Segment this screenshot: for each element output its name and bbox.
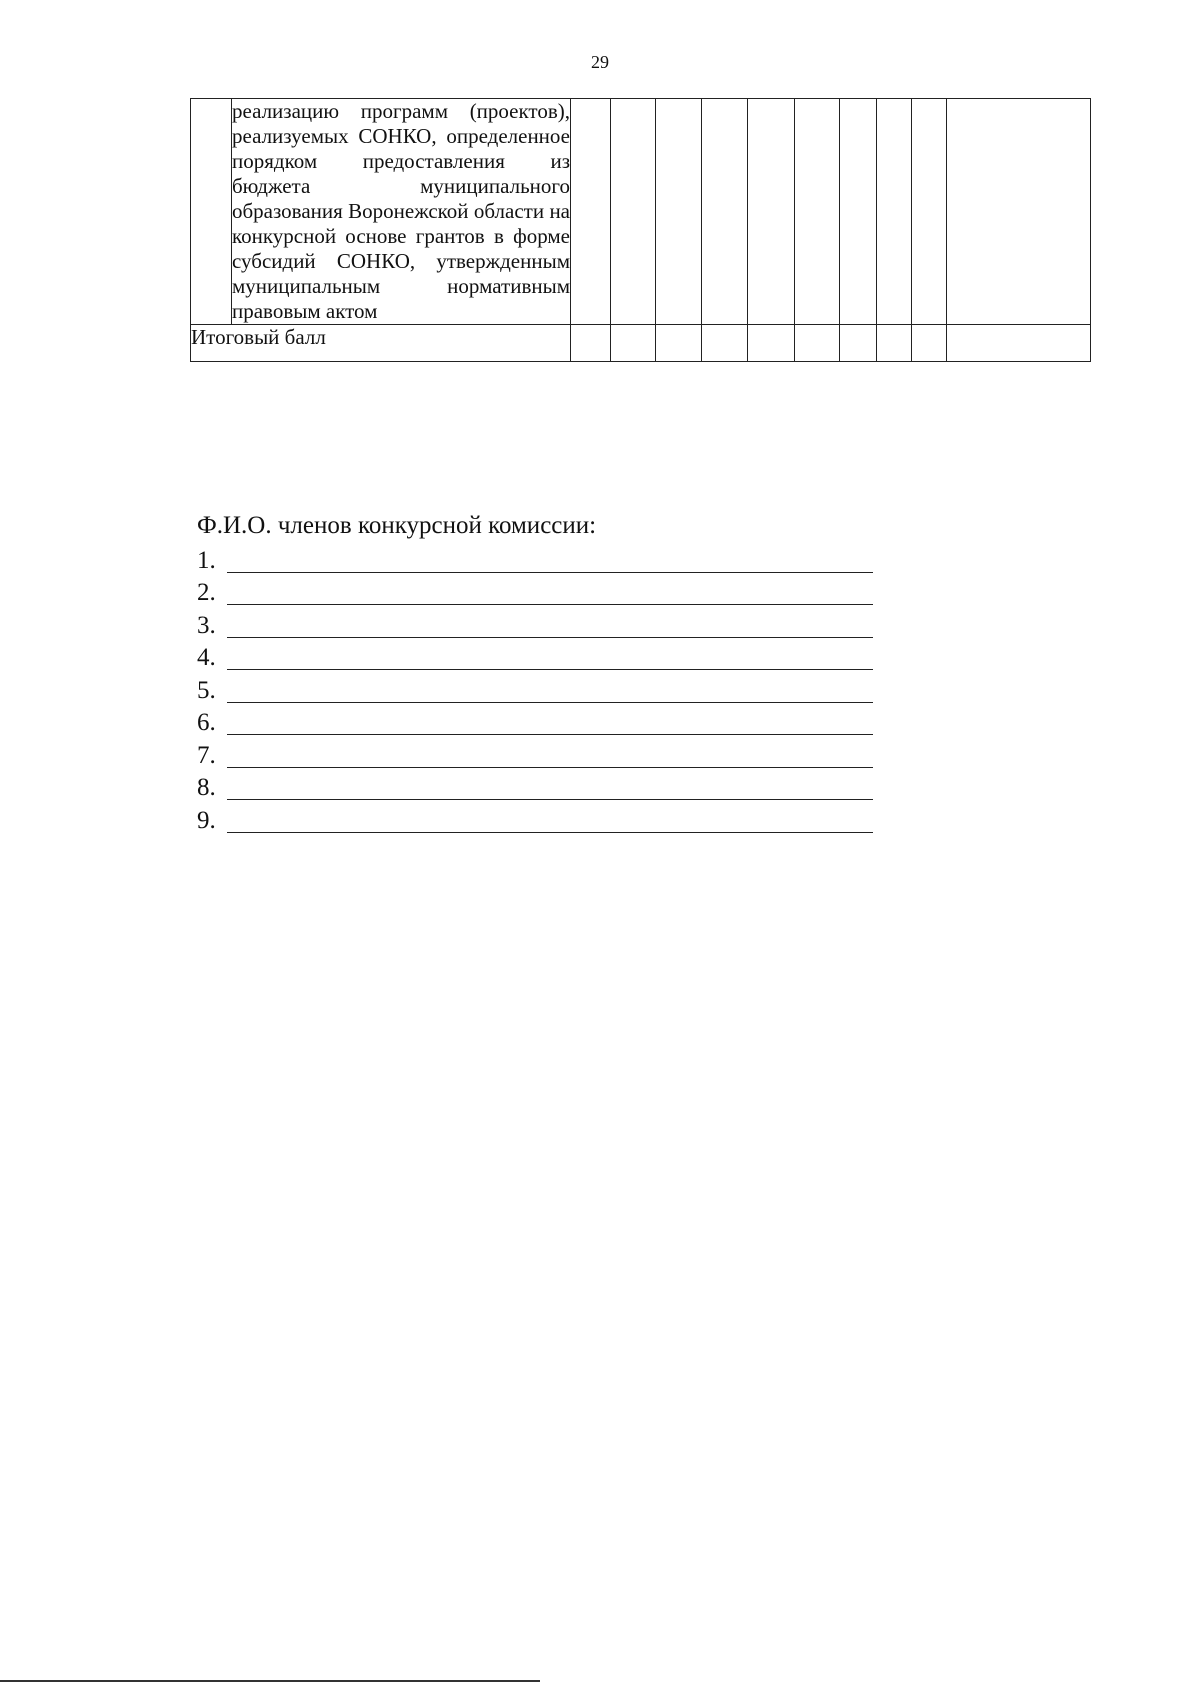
score-cell xyxy=(912,99,947,325)
member-number: 9. xyxy=(197,806,216,834)
member-line xyxy=(197,770,873,803)
signature-blank xyxy=(227,645,873,670)
score-cell xyxy=(947,325,1091,362)
member-number: 4. xyxy=(197,644,216,671)
commission-section xyxy=(197,510,873,835)
member-line xyxy=(197,705,873,738)
member-number: 8. xyxy=(197,774,216,801)
signature-blank xyxy=(227,613,873,638)
score-cell xyxy=(795,325,840,362)
score-cell xyxy=(656,99,702,325)
score-cell xyxy=(571,325,611,362)
total-score-label: Итоговый балл xyxy=(191,325,571,362)
signature-blank xyxy=(227,743,873,768)
score-cell xyxy=(748,99,795,325)
member-line xyxy=(197,542,873,575)
score-cell xyxy=(795,99,840,325)
page-number: 29 xyxy=(591,52,609,72)
signature-blank xyxy=(227,775,873,800)
score-cell xyxy=(840,99,877,325)
commission-title: Ф.И.О. членов конкурсной комиссии: xyxy=(197,512,597,539)
score-table xyxy=(190,98,1091,362)
score-cell xyxy=(611,99,656,325)
table-cell-number xyxy=(191,99,232,325)
score-cell xyxy=(571,99,611,325)
signature-blank xyxy=(227,710,873,735)
score-cell xyxy=(877,99,912,325)
signature-blank xyxy=(227,548,873,573)
member-number: 6. xyxy=(197,709,216,736)
criterion-text: реализацию программ (проектов), реализуемых СОНКО, определенное порядком предоставления из бюджета муниципального образования Воронежской области на конкурсной основе грантов в форме субсидий СОНКО, утвержденным муниципальным нормативным правовым актом xyxy=(232,99,570,323)
member-line xyxy=(197,672,873,705)
score-cell xyxy=(877,325,912,362)
signature-blank xyxy=(227,808,873,833)
member-line xyxy=(197,575,873,608)
signature-blank xyxy=(227,580,873,605)
table-row xyxy=(191,99,1091,325)
score-cell xyxy=(702,325,748,362)
score-cell xyxy=(611,325,656,362)
member-line xyxy=(197,737,873,770)
member-number: 5. xyxy=(197,676,216,704)
score-cell xyxy=(656,325,702,362)
table-row-total xyxy=(191,325,1091,362)
member-number: 2. xyxy=(197,579,216,606)
member-line xyxy=(197,802,873,835)
score-cell xyxy=(840,325,877,362)
bottom-rule xyxy=(0,1680,540,1682)
score-cell xyxy=(947,99,1091,325)
score-cell xyxy=(912,325,947,362)
signature-blank xyxy=(227,678,873,703)
member-number: 1. xyxy=(197,546,216,574)
member-line xyxy=(197,640,873,673)
member-number: 7. xyxy=(197,741,216,769)
member-line xyxy=(197,607,873,640)
score-cell xyxy=(748,325,795,362)
score-cell xyxy=(702,99,748,325)
member-number: 3. xyxy=(197,611,216,639)
